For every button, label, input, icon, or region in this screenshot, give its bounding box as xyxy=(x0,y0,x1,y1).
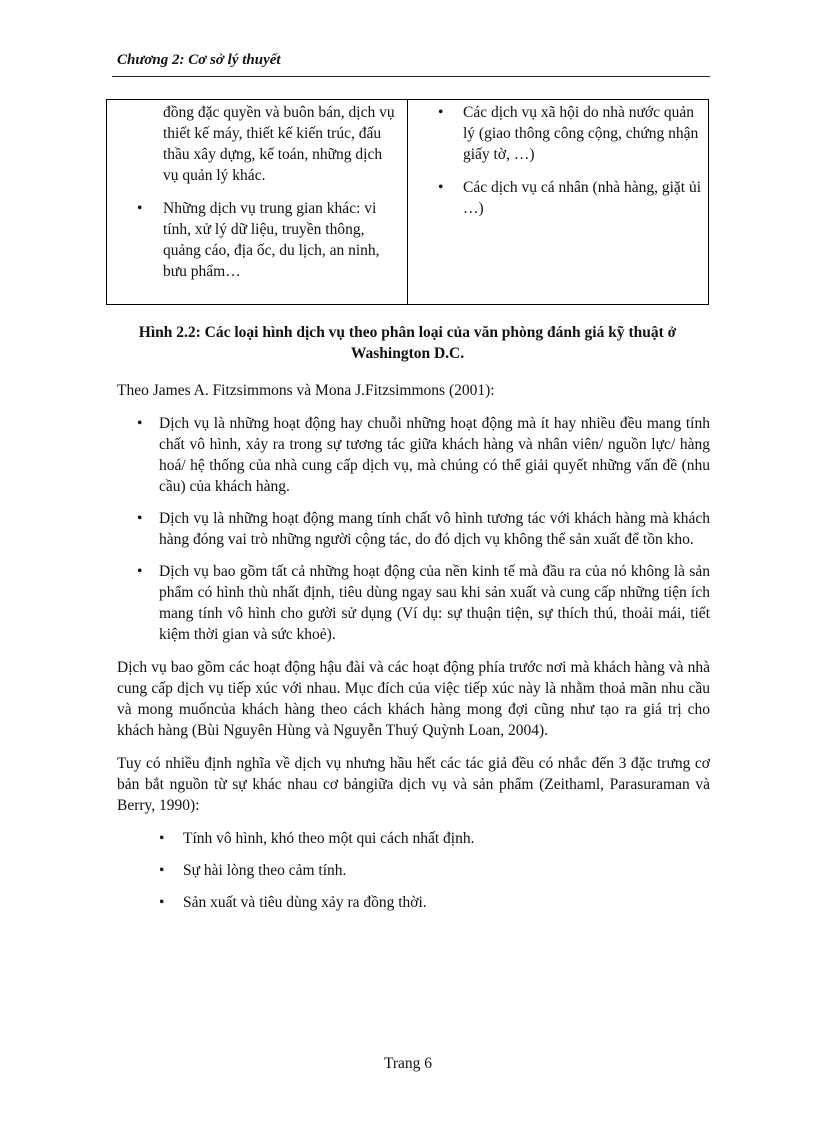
list-item: • Tính vô hình, khó theo một qui cách nhất định. xyxy=(159,830,475,847)
bullet-icon: • xyxy=(159,862,165,879)
bullet-icon: • xyxy=(137,415,143,432)
bullet-icon: • xyxy=(159,894,165,911)
list-item: • Sự hài lòng theo cảm tính. xyxy=(159,862,347,879)
bullet-icon: • xyxy=(438,104,444,121)
definitions-list xyxy=(117,413,710,645)
service-types-table xyxy=(106,99,709,305)
list-item: • Các dịch vụ cá nhân (nhà hàng, giặt ủi …) xyxy=(438,179,702,217)
list-item: • Dịch vụ là những hoạt động mang tính chất vô hình tương tác với khách hàng mà khách hàng đóng vai trò những người cộng tác, do đó dịch vụ không thể sản xuất để tồn kho. xyxy=(137,510,710,548)
body-content xyxy=(117,380,710,925)
list-item: • Sản xuất và tiêu dùng xảy ra đồng thời. xyxy=(159,894,427,911)
list-item: đồng đặc quyền và buôn bán, dịch vụ thiết kế máy, thiết kế kiến trúc, đấu thầu xây dựng, kế toán, những dịch vụ quản lý khác. xyxy=(163,104,395,184)
characteristics-list xyxy=(117,828,710,913)
table-left-column xyxy=(107,100,408,305)
figure-caption: Hình 2.2: Các loại hình dịch vụ theo phân loại của văn phòng đánh giá kỹ thuật ở Washington D.C. xyxy=(138,324,677,362)
bullet-icon: • xyxy=(159,830,165,847)
table-right-column xyxy=(408,100,709,305)
bullet-icon: • xyxy=(137,563,143,580)
paragraph: Tuy có nhiều định nghĩa về dịch vụ nhưng hầu hết các tác giả đều có nhắc đến 3 đặc trưng cơ bản bắt nguồn từ sự khác nhau cơ bảngiữa dịch vụ và sản phẩm (Zeithaml, Parasuraman và Berry, 1990): xyxy=(117,755,710,814)
bullet-icon: • xyxy=(137,200,143,217)
page-number: Trang 6 xyxy=(383,1055,433,1072)
header-divider xyxy=(112,76,710,77)
list-item: • Dịch vụ là những hoạt động hay chuỗi những hoạt động mà ít hay nhiều đều mang tính chất vô hình, xảy ra trong sự tương tác giữa khách hàng và nhân viên/ nguồn lực/ hàng hoá/ hệ thống của nhà cung cấp dịch vụ, mà chúng có thể giải quyết những vấn đề (nhu cầu) của khách hàng. xyxy=(137,415,710,495)
paragraph: Dịch vụ bao gồm các hoạt động hậu đài và các hoạt động phía trước nơi mà khách hàng và nhà cung cấp dịch vụ tiếp xúc với nhau. Mục đích của việc tiếp xúc này là nhằm thoả mãn nhu cầu và mong muốncủa khách hàng theo cách khách hàng mong đợi cũng như tạo ra giá trị cho khách hàng (Bùi Nguyên Hùng và Nguyễn Thuý Quỳnh Loan, 2004). xyxy=(117,659,710,739)
chapter-header: Chương 2: Cơ sở lý thuyết xyxy=(117,52,281,68)
list-item: • Các dịch vụ xã hội do nhà nước quản lý (giao thông công cộng, chứng nhận giấy tờ, …) xyxy=(438,104,699,163)
list-item: • Dịch vụ bao gồm tất cả những hoạt động của nền kinh tế mà đầu ra của nó không là sản phẩm có hình thù nhất định, tiêu dùng ngay sau khi sản xuất và cung cấp những tiện ích mang tính vô hình cho gười sử dụng (Ví dụ: sự thuận tiện, sự thích thú, thoải mái, tiết kiệm thời gian và sức khoẻ). xyxy=(137,563,710,643)
intro-paragraph: Theo James A. Fitzsimmons và Mona J.Fitzsimmons (2001): xyxy=(117,382,495,399)
bullet-icon: • xyxy=(137,510,143,527)
bullet-icon: • xyxy=(438,179,444,196)
list-item: • Những dịch vụ trung gian khác: vi tính, xử lý dữ liệu, truyền thông, quảng cáo, địa ốc, du lịch, an ninh, bưu phẩm… xyxy=(137,200,380,280)
